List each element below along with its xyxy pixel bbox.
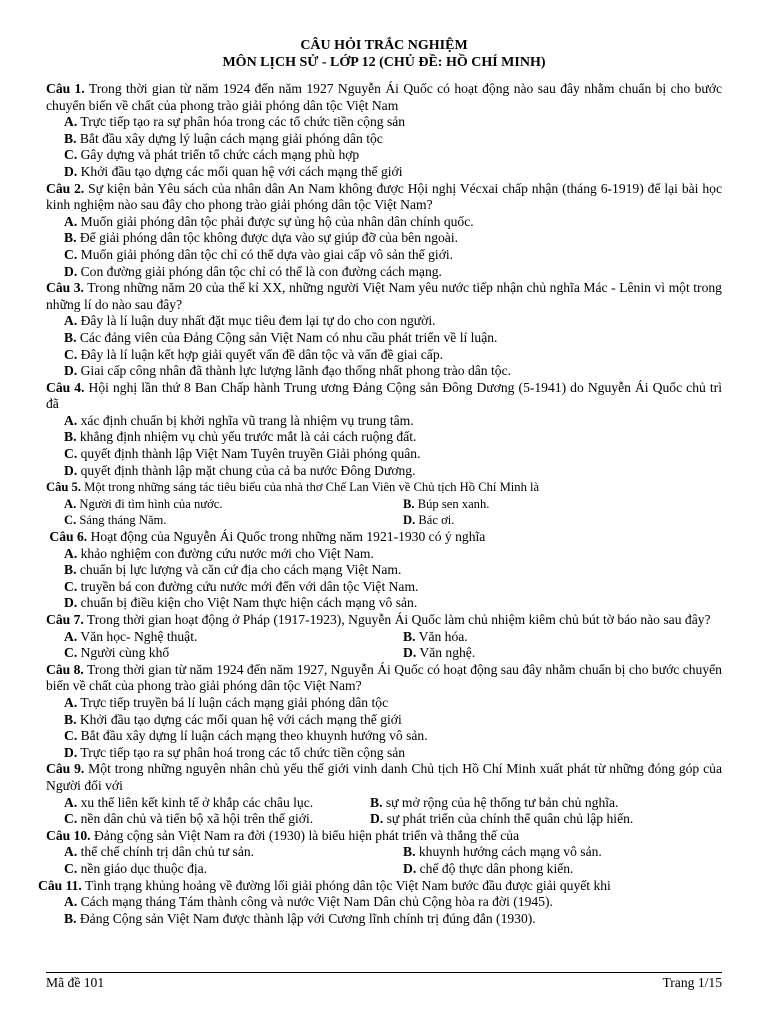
question-11	[38, 878, 722, 895]
option-9a	[64, 795, 370, 812]
title-line-2: MÔN LỊCH SỬ - LỚP 12 (CHỦ ĐỀ: HỒ CHÍ MINH)	[222, 54, 546, 70]
option-label: C.	[64, 346, 78, 362]
option-label: B.	[64, 329, 77, 345]
option-text: thể chế chính trị dân chủ tư sản.	[77, 844, 255, 860]
question-text: Hội nghị lần thứ 8 Ban Chấp hành Trung ương Đảng Cộng sản Đông Dương (5-1941) do Nguyễn Ái Quốc chủ trì đã	[46, 379, 722, 412]
option-text: Khởi đầu tạo dựng các mối quan hệ với cách mạng thế giới	[76, 711, 402, 727]
option-label: B.	[64, 230, 77, 246]
question-3	[46, 280, 722, 313]
option-text: Bác ơi.	[415, 513, 455, 528]
option-2d	[64, 264, 722, 281]
option-7a	[64, 629, 403, 646]
option-row-9ab	[64, 795, 722, 812]
option-9b	[370, 795, 722, 812]
option-7b	[403, 629, 722, 646]
option-2a	[64, 214, 722, 231]
page-footer	[46, 972, 722, 992]
option-label: B.	[64, 429, 77, 445]
option-row-10ab	[64, 844, 722, 861]
option-label: A.	[64, 213, 78, 229]
question-label: Câu 2.	[46, 180, 85, 196]
option-label: A.	[64, 894, 78, 910]
option-label: C.	[64, 578, 78, 594]
question-text: Đảng cộng sản Việt Nam ra đời (1930) là biểu hiện phát triển và thắng thế của	[90, 827, 520, 843]
option-label: C.	[64, 811, 78, 827]
option-text: Văn nghệ.	[416, 645, 476, 661]
option-row-7cd	[64, 645, 722, 662]
question-text: Trong thời gian từ năm 1924 đến năm 1927, Nguyễn Ái Quốc có hoạt động sau đây nhằm chuẩn bị cho bước chuyển biến về chất của phong trào giải phóng dân tộc Việt Nam?	[46, 661, 722, 694]
option-label: A.	[64, 794, 78, 810]
option-text: sự phát triển của chính thể quân chủ lập hiến.	[383, 811, 634, 827]
option-text: khảo nghiệm con đường cứu nước mới cho Việt Nam.	[77, 545, 374, 561]
option-label: C.	[64, 728, 78, 744]
option-text: Trực tiếp truyền bá lí luận cách mạng giải phóng dân tộc	[77, 694, 389, 710]
option-10a	[64, 844, 403, 861]
question-label: Câu 4.	[46, 379, 85, 395]
option-label: C.	[64, 147, 78, 163]
option-1a	[64, 114, 722, 131]
option-text: Văn hóa.	[415, 628, 468, 644]
option-text: truyền bá con đường cứu nước mới đến với dân tộc Việt Nam.	[77, 578, 419, 594]
option-text: Sáng tháng Năm.	[76, 513, 167, 528]
option-10d	[403, 861, 722, 878]
option-label: D.	[403, 860, 417, 876]
option-1b	[64, 131, 722, 148]
option-5b	[403, 496, 722, 513]
title-block	[46, 38, 722, 71]
option-label: D.	[64, 363, 78, 379]
option-text: quyết định thành lập mặt chung của cả ba nước Đông Dương.	[77, 462, 416, 478]
question-text: Một trong những nguyên nhân chủ yếu thế giới vinh danh Chủ tịch Hồ Chí Minh xuất phát từ những đóng góp của Người đối với	[46, 761, 722, 793]
option-label: B.	[64, 910, 77, 926]
option-label: A.	[64, 313, 78, 329]
option-2c	[64, 247, 722, 264]
option-label: B.	[64, 562, 77, 578]
question-label: Câu 1.	[46, 81, 85, 96]
question-4	[46, 380, 722, 413]
option-1d	[64, 164, 722, 181]
option-text: Khởi đầu tạo dựng các mối quan hệ với cách mạng thế giới	[77, 163, 403, 179]
option-4d	[64, 463, 722, 480]
option-1c	[64, 147, 722, 164]
question-2	[46, 181, 722, 214]
option-4b	[64, 429, 722, 446]
option-text: Đây là lí luận duy nhất đặt mục tiêu đem lại tự do cho con người.	[77, 313, 436, 329]
question-1	[46, 81, 722, 114]
question-label: Câu 6.	[49, 529, 88, 545]
option-5a	[64, 496, 403, 513]
question-text: Sự kiện bản Yêu sách của nhân dân An Nam không được Hội nghị Vécxai chấp nhận (tháng 6-1919) để lại bài học kinh nghiệm nào sau đây cho phong trào giải phóng dân tộc Việt Nam?	[46, 180, 722, 213]
option-9c	[64, 811, 370, 828]
option-text: chuẩn bị lực lượng và căn cứ địa cho cách mạng Việt Nam.	[76, 562, 402, 578]
option-label: A.	[64, 496, 77, 511]
question-text: Trong thời gian từ năm 1924 đến năm 1927 Nguyễn Ái Quốc có hoạt động nào sau đây nhằm chuẩn bị cho bước chuyển biến về chất của phong trào giải phóng dân tộc Việt Nam	[46, 81, 722, 113]
option-8d	[64, 745, 722, 762]
option-10b	[403, 844, 722, 861]
option-7c	[64, 645, 403, 662]
option-text: Bắt đầu xây dựng lí luận cách mạng theo khuynh hướng vô sản.	[77, 728, 428, 744]
option-text: chế độ thực dân phong kiến.	[416, 860, 574, 876]
option-text: Đây là lí luận kết hợp giải quyết vấn đề dân tộc và vấn đề giai cấp.	[77, 346, 444, 362]
option-label: D.	[403, 513, 416, 528]
option-8c	[64, 728, 722, 745]
question-label: Câu 9.	[46, 761, 85, 777]
title-line-1: CÂU HỎI TRẮC NGHIỆM	[300, 38, 468, 53]
page-number: Trang 1/15	[662, 975, 722, 990]
question-8	[46, 662, 722, 695]
option-row-9cd	[64, 811, 722, 828]
option-text: Muốn giải phóng dân tộc phải được sự ủng hộ của nhân dân chính quốc.	[77, 213, 474, 229]
question-6	[46, 529, 722, 546]
option-text: quyết định thành lập Việt Nam Tuyên truyền Giải phóng quân.	[77, 446, 421, 462]
option-10c	[64, 861, 403, 878]
option-label: A.	[64, 628, 78, 644]
option-label: B.	[64, 711, 77, 727]
question-label: Câu 5.	[46, 480, 81, 495]
option-label: C.	[64, 860, 78, 876]
option-3a	[64, 313, 722, 330]
question-label: Câu 3.	[46, 280, 84, 296]
option-text: chuẩn bị điều kiện cho Việt Nam thực hiện cách mạng vô sản.	[77, 595, 418, 611]
option-row-10cd	[64, 861, 722, 878]
option-6d	[64, 595, 722, 612]
option-label: D.	[64, 263, 78, 279]
option-label: A.	[64, 844, 78, 860]
option-label: B.	[403, 496, 415, 511]
option-9d	[370, 811, 722, 828]
question-label: Câu 11.	[38, 877, 82, 893]
question-text: Trong thời gian hoạt động ở Pháp (1917-1923), Nguyễn Ái Quốc làm chủ nhiệm kiêm chủ bút tờ báo nào sau đây?	[83, 612, 711, 627]
option-label: D.	[64, 462, 78, 478]
question-label: Câu 7.	[46, 612, 84, 627]
option-4a	[64, 413, 722, 430]
option-label: C.	[64, 645, 78, 661]
option-text: Trực tiếp tạo ra sự phân hoá trong các tổ chức tiền cộng sản	[77, 744, 406, 760]
option-label: C.	[64, 446, 78, 462]
option-text: xác định chuẩn bị khởi nghĩa vũ trang là nhiệm vụ trung tâm.	[77, 412, 414, 428]
option-text: Muốn giải phóng dân tộc chỉ có thể dựa vào giai cấp vô sản thế giới.	[77, 246, 454, 262]
option-label: B.	[64, 130, 77, 146]
option-label: D.	[64, 595, 78, 611]
option-8b	[64, 712, 722, 729]
option-text: khẳng định nhiệm vụ chủ yếu trước mắt là cải cách ruộng đất.	[76, 429, 417, 445]
option-11a	[64, 894, 722, 911]
option-row-7ab	[64, 629, 722, 646]
option-3b	[64, 330, 722, 347]
option-5d	[403, 512, 722, 529]
option-2b	[64, 230, 722, 247]
option-label: B.	[403, 844, 416, 860]
option-6c	[64, 579, 722, 596]
option-text: Giai cấp công nhân đã thành lực lượng lãnh đạo thống nhất phong trào dân tộc.	[77, 363, 511, 379]
option-text: Cách mạng tháng Tám thành công và nước Việt Nam Dân chủ Cộng hòa ra đời (1945).	[77, 894, 553, 910]
option-3c	[64, 347, 722, 364]
option-11b	[64, 911, 722, 928]
option-text: Búp sen xanh.	[414, 496, 490, 511]
question-text: Hoạt động của Nguyễn Ái Quốc trong những năm 1921-1930 có ý nghĩa	[87, 529, 486, 545]
option-text: Người cùng khổ	[77, 645, 170, 661]
option-text: Đảng Cộng sản Việt Nam được thành lập với Cương lĩnh chính trị đúng đắn (1930).	[76, 910, 536, 926]
option-text: khuynh hướng cách mạng vô sản.	[415, 844, 602, 860]
question-5	[46, 479, 722, 496]
document-page	[38, 38, 722, 927]
option-label: C.	[64, 513, 77, 528]
option-label: A.	[64, 114, 78, 130]
question-10	[46, 828, 722, 845]
option-text: sự mở rộng của hệ thống tư bản chủ nghĩa.	[382, 794, 619, 810]
option-label: A.	[64, 545, 78, 561]
option-label: B.	[403, 628, 416, 644]
option-row-5cd	[64, 512, 722, 529]
option-label: D.	[370, 811, 384, 827]
option-text: Trực tiếp tạo ra sự phân hóa trong các tổ chức tiền cộng sản	[77, 114, 406, 130]
option-label: D.	[403, 645, 417, 661]
question-9	[46, 761, 722, 794]
question-label: Câu 10.	[46, 827, 91, 843]
question-text: Một trong những sáng tác tiêu biểu của nhà thơ Chế Lan Viên về Chủ tịch Hồ Chí Minh là	[81, 480, 540, 495]
option-text: Gây dựng và phát triển tổ chức cách mạng phù hợp	[77, 147, 360, 163]
option-text: nền giáo dục thuộc địa.	[77, 860, 208, 876]
option-5c	[64, 512, 403, 529]
option-text: Các đảng viên của Đảng Cộng sản Việt Nam có nhu cầu phát triển về lí luận.	[76, 329, 498, 345]
option-label: D.	[64, 163, 78, 179]
question-label: Câu 8.	[46, 661, 84, 677]
option-text: Để giải phóng dân tộc không được dựa vào sự giúp đỡ của bên ngoài.	[76, 230, 458, 246]
option-row-5ab	[64, 496, 722, 513]
option-4c	[64, 446, 722, 463]
option-text: Người đi tìm hình của nước.	[76, 496, 223, 511]
option-6a	[64, 546, 722, 563]
option-text: xu thế liên kết kinh tế ở khắp các châu lục.	[77, 794, 314, 810]
option-3d	[64, 363, 722, 380]
option-label: B.	[370, 794, 383, 810]
option-text: Con đường giải phóng dân tộc chỉ có thể là con đường cách mạng.	[77, 263, 442, 279]
option-7d	[403, 645, 722, 662]
option-label: C.	[64, 246, 78, 262]
option-8a	[64, 695, 722, 712]
question-7	[46, 612, 722, 629]
option-label: A.	[64, 694, 78, 710]
option-text: Văn học- Nghệ thuật.	[77, 628, 198, 644]
question-text: Trong những năm 20 của thế kỉ XX, những người Việt Nam yêu nước tiếp nhận chủ nghĩa Mác - Lênin vì một trong những lí do nào sau đây?	[46, 280, 722, 312]
exam-code: Mã đề 101	[46, 975, 105, 990]
question-text: Tình trạng khủng hoảng về đường lối giải phóng dân tộc Việt Nam bước đầu được giải quyết khi	[81, 877, 611, 893]
option-label: D.	[64, 744, 78, 760]
option-text: nền dân chủ và tiến bộ xã hội trên thế giới.	[77, 811, 314, 827]
option-label: A.	[64, 412, 78, 428]
option-6b	[64, 562, 722, 579]
option-text: Bắt đầu xây dựng lý luận cách mạng giải phóng dân tộc	[76, 130, 383, 146]
